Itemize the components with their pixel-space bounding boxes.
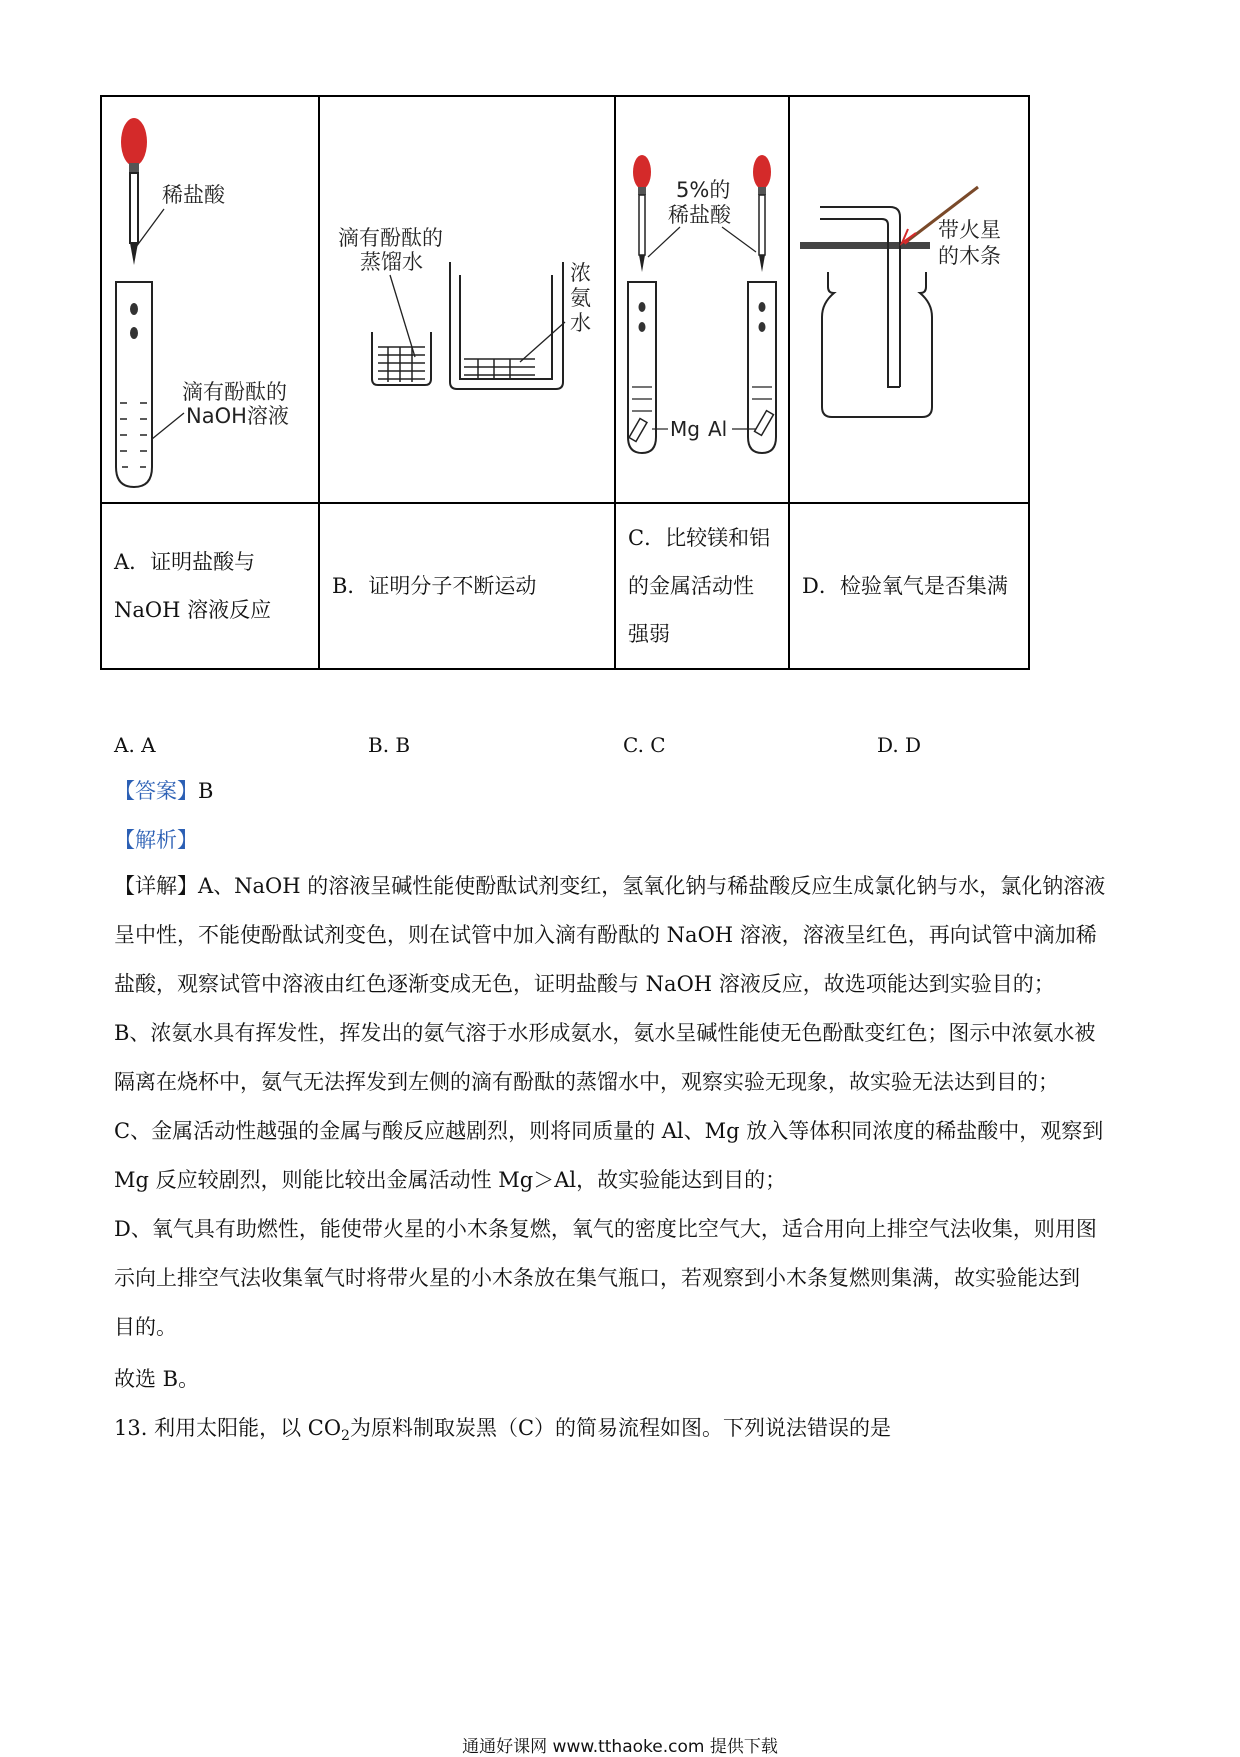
- figure-a-drawing: [102, 97, 318, 502]
- conclusion-line: 故选 B。: [114, 1367, 200, 1391]
- glass-plate-icon: [800, 242, 930, 249]
- large-beaker-icon: [450, 262, 563, 389]
- detail-line-3: 盐酸，观察试管中溶液由红色逐渐变成无色，证明盐酸与 NaOH 溶液反应，故选项能达到实验目的；: [114, 972, 1055, 996]
- detail-line-5: 隔离在烧杯中，氨气无法挥发到左侧的滴有酚酞的蒸馏水中，观察实验无现象，故实验无法达到目的；: [114, 1070, 1059, 1094]
- label-mg: Mg: [670, 417, 700, 441]
- detail-line-8: D、氧气具有助燃性，能使带火星的小木条复燃，氧气的密度比空气大，适合用向上排空气法收集，则用图: [114, 1217, 1097, 1241]
- figure-c-drawing: [616, 97, 788, 502]
- option-b: B. B: [368, 733, 411, 757]
- caption-a-line1: A．证明盐酸与: [114, 550, 256, 574]
- detail-line-10: 目的。: [114, 1315, 177, 1339]
- caption-cell-a: [102, 504, 320, 668]
- detail-line-6: C、金属活动性越强的金属与酸反应越剧烈，则将同质量的 Al、Mg 放入等体积同浓度的稀盐酸中，观察到: [114, 1119, 1104, 1143]
- label-naoh-a: NaOH溶液: [186, 404, 289, 428]
- label-glowing-2: 的木条: [938, 244, 1001, 268]
- dropper-right-icon: [753, 155, 771, 189]
- label-conc-2: 氨: [570, 286, 591, 310]
- figure-b-drawing: [320, 97, 614, 502]
- label-phenol-b: 滴有酚酞的: [338, 226, 443, 250]
- caption-c-line1: C．比较镁和铝: [628, 526, 771, 550]
- small-beaker-icon: [372, 332, 431, 385]
- figure-cell-b: [320, 97, 616, 504]
- answer-line: [114, 775, 213, 805]
- label-distilled-water: 蒸馏水: [360, 250, 423, 274]
- caption-d-line1: D．检验氧气是否集满: [802, 574, 1008, 598]
- dropper-left-icon: [633, 155, 651, 189]
- detail-line-1: 【详解】A、NaOH 的溶液呈碱性能使酚酞试剂变红，氢氧化钠与稀盐酸反应生成氯化钠与水，氯化钠溶液: [114, 874, 1106, 898]
- label-conc-3: 水: [570, 311, 591, 335]
- detail-line-9: 示向上排空气法收集氧气时将带火星的小木条放在集气瓶口，若观察到小木条复燃则集满，故实验能达到: [114, 1266, 1080, 1290]
- label-dilute-hcl-a: 稀盐酸: [162, 183, 225, 207]
- analysis-tag: 【解析】: [114, 828, 198, 852]
- label-dilute-hcl-c: 稀盐酸: [668, 203, 731, 227]
- caption-b-line1: B．证明分子不断运动: [332, 574, 537, 598]
- caption-cell-c: [616, 504, 790, 668]
- detail-paragraph: [114, 862, 1134, 1352]
- label-glowing-1: 带火星: [938, 218, 1001, 242]
- label-5pct: 5%的: [676, 178, 731, 202]
- dropper-bulb-icon: [121, 118, 147, 166]
- option-a: A. A: [114, 733, 156, 757]
- answer-value: B: [198, 779, 214, 803]
- figure-d-drawing: [790, 97, 1028, 502]
- detail-line-7: Mg 反应较剧烈，则能比较出金属活动性 Mg＞Al，故实验能达到目的；: [114, 1168, 787, 1192]
- figure-cell-d: [790, 97, 1030, 504]
- detail-line-4: B、浓氨水具有挥发性，挥发出的氨气溶于水形成氨水，氨水呈碱性能使无色酚酞变红色；图示中浓氨水被: [114, 1021, 1096, 1045]
- question-13: 13. 利用太阳能，以 $CO_2$为原料制取炭黑（C）的简易流程如图。下列说法错误的是: [114, 1416, 892, 1445]
- label-phenol-a: 滴有酚酞的: [182, 380, 287, 404]
- caption-c-line3: 强弱: [628, 622, 670, 646]
- caption-c-line2: 的金属活动性: [628, 574, 754, 598]
- gas-jar-icon: [822, 272, 932, 417]
- caption-a-line2: NaOH 溶液反应: [114, 598, 272, 622]
- experiment-figure-table: [100, 95, 1030, 670]
- caption-cell-d: [790, 504, 1030, 668]
- caption-cell-b: [320, 504, 616, 668]
- label-al: Al: [708, 417, 728, 441]
- option-d: D. D: [877, 733, 922, 757]
- detail-line-2: 呈中性，不能使酚酞试剂变色，则在试管中加入滴有酚酞的 NaOH 溶液，溶液呈红色，再向试管中滴加稀: [114, 923, 1097, 947]
- analysis-line: [114, 824, 198, 854]
- figure-cell-a: [102, 97, 320, 504]
- figure-cell-c: [616, 97, 790, 504]
- detail-tag: 【详解】: [114, 874, 198, 898]
- answer-tag: 【答案】: [114, 779, 198, 803]
- option-c: C. C: [623, 733, 666, 757]
- label-conc-1: 浓: [570, 261, 591, 285]
- co2-subscript: 2: [341, 1428, 350, 1445]
- page-footer: 通通好课网 www.tthaoke.com 提供下载: [462, 1737, 778, 1757]
